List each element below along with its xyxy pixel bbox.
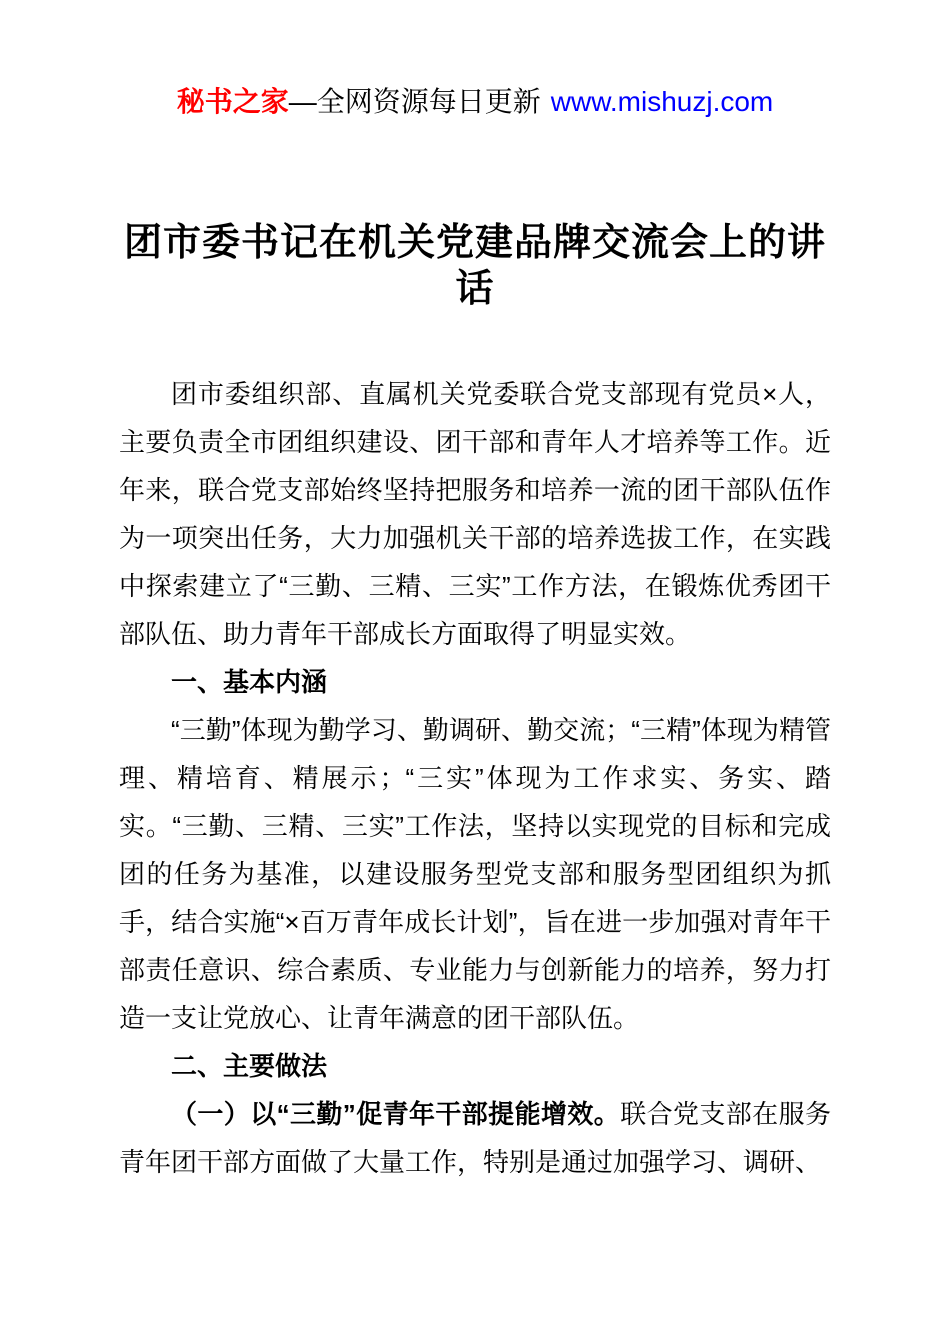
document-title: 团市委书记在机关党建品牌交流会上的讲话 bbox=[123, 222, 826, 310]
document-body bbox=[119, 370, 831, 1186]
page-header bbox=[119, 84, 831, 120]
paragraph-section2-item1 bbox=[119, 1090, 831, 1186]
site-url-link[interactable]: www.mishuzj.com bbox=[550, 86, 774, 117]
paragraph-intro: 团市委组织部、直属机关党委联合党支部现有党员×人，主要负责全市团组织建设、团干部和青年人才培养等工作。近年来，联合党支部始终坚持把服务和培养一流的团干部队伍作为一项突出任务，大力加强机关干部的培养选拔工作，在实践中探索建立了“三勤、三精、三实”工作方法，在锻炼优秀团干部队伍、助力青年干部成长方面取得了明显实效。 bbox=[119, 379, 831, 649]
section-heading-1: 一、基本内涵 bbox=[171, 667, 328, 697]
site-tagline: —全网资源每日更新 bbox=[288, 86, 541, 117]
site-name: 秘书之家 bbox=[176, 86, 289, 117]
item1-body-text: 联合党支部在服务青年团干部方面做了大量工作，特别是通过加强学习、调研、 bbox=[119, 1099, 831, 1177]
item1-lead-bold: （一）以“三勤”促青年干部提能增效。 bbox=[171, 1099, 621, 1129]
section-heading-2: 二、主要做法 bbox=[171, 1051, 328, 1081]
paragraph-section1: “三勤”体现为勤学习、勤调研、勤交流；“三精”体现为精管理、精培育、精展示；“三实”体现为工作求实、务实、踏实。“三勤、三精、三实”工作法，坚持以实现党的目标和完成团的任务为基准，以建设服务型党支部和服务型团组织为抓手，结合实施“×百万青年成长计划”，旨在进一步加强对青年干部责任意识、综合素质、专业能力与创新能力的培养，努力打造一支让党放心、让青年满意的团干部队伍。 bbox=[119, 715, 831, 1033]
